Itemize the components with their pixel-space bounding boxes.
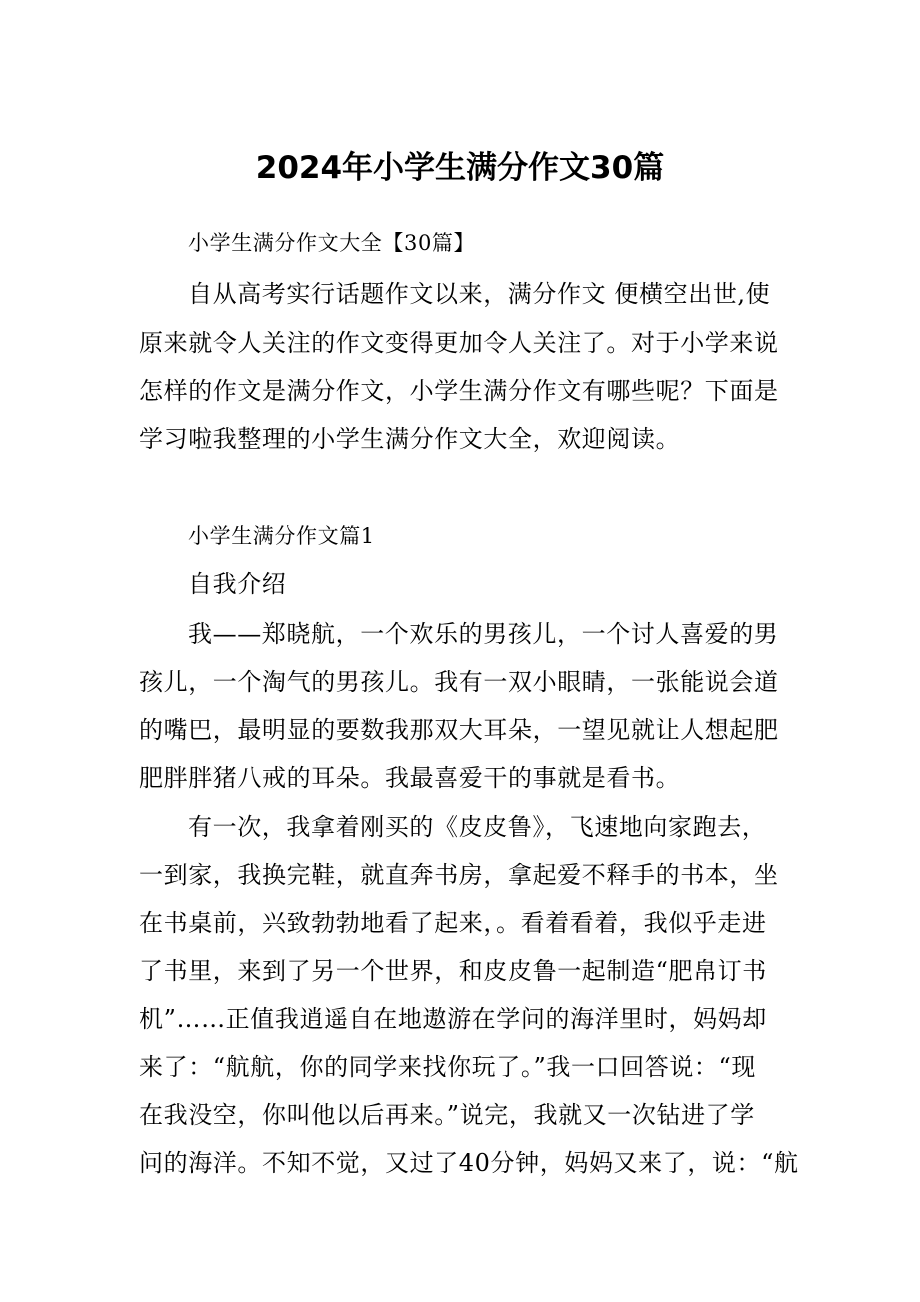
paragraph-line: 学习啦我整理的小学生满分作文大全，欢迎阅读。 <box>139 425 681 453</box>
document-title: 2024年小学生满分作文30篇 <box>255 150 665 186</box>
paragraph-line: 在我没空，你叫他以后再来。”说完，我就又一次钻进了学 <box>139 1101 755 1129</box>
subtitle-line: 小学生满分作文大全【30篇】 <box>188 231 476 255</box>
paragraph-line: 我——郑晓航，一个欢乐的男孩儿，一个讨人喜爱的男 <box>188 620 779 648</box>
paragraph-line: 一到家，我换完鞋，就直奔书房，拿起爱不释手的书本，坐 <box>139 861 779 889</box>
paragraph-line: 问的海洋。不知不觉，又过了40分钟，妈妈又来了，说：“航 <box>139 1149 799 1177</box>
paragraph-line: 有一次，我拿着刚买的《皮皮鲁》，飞速地向家跑去， <box>188 813 767 841</box>
paragraph-line: 了书里，来到了另一个世界，和皮皮鲁一起制造“肥帛订书 <box>139 957 767 985</box>
paragraph-line: 来了：“航航，你的同学来找你玩了。”我一口回答说：“现 <box>139 1053 757 1081</box>
paragraph-line: 的嘴巴，最明显的要数我那双大耳朵，一望见就让人想起肥 <box>139 716 779 744</box>
paragraph-line: 怎样的作文是满分作文，小学生满分作文有哪些呢？下面是 <box>139 377 779 405</box>
paragraph-line: 在书桌前，兴致勃勃地看了起来，。看着看着，我似乎走进 <box>139 909 767 937</box>
essay-title: 自我介绍 <box>188 570 287 598</box>
paragraph-line: 自从高考实行话题作文以来，满分作文 便横空出世,使 <box>188 280 771 308</box>
paragraph-line: 肥胖胖猪八戒的耳朵。我最喜爱干的事就是看书。 <box>139 764 681 792</box>
paragraph-line: 原来就令人关注的作文变得更加令人关注了。对于小学来说 <box>139 329 779 357</box>
paragraph-line: 机”……正值我逍遥自在地遨游在学问的海洋里时，妈妈却 <box>139 1005 767 1033</box>
section-heading: 小学生满分作文篇1 <box>188 524 375 548</box>
paragraph-line: 孩儿，一个淘气的男孩儿。我有一双小眼睛，一张能说会道 <box>139 668 779 696</box>
